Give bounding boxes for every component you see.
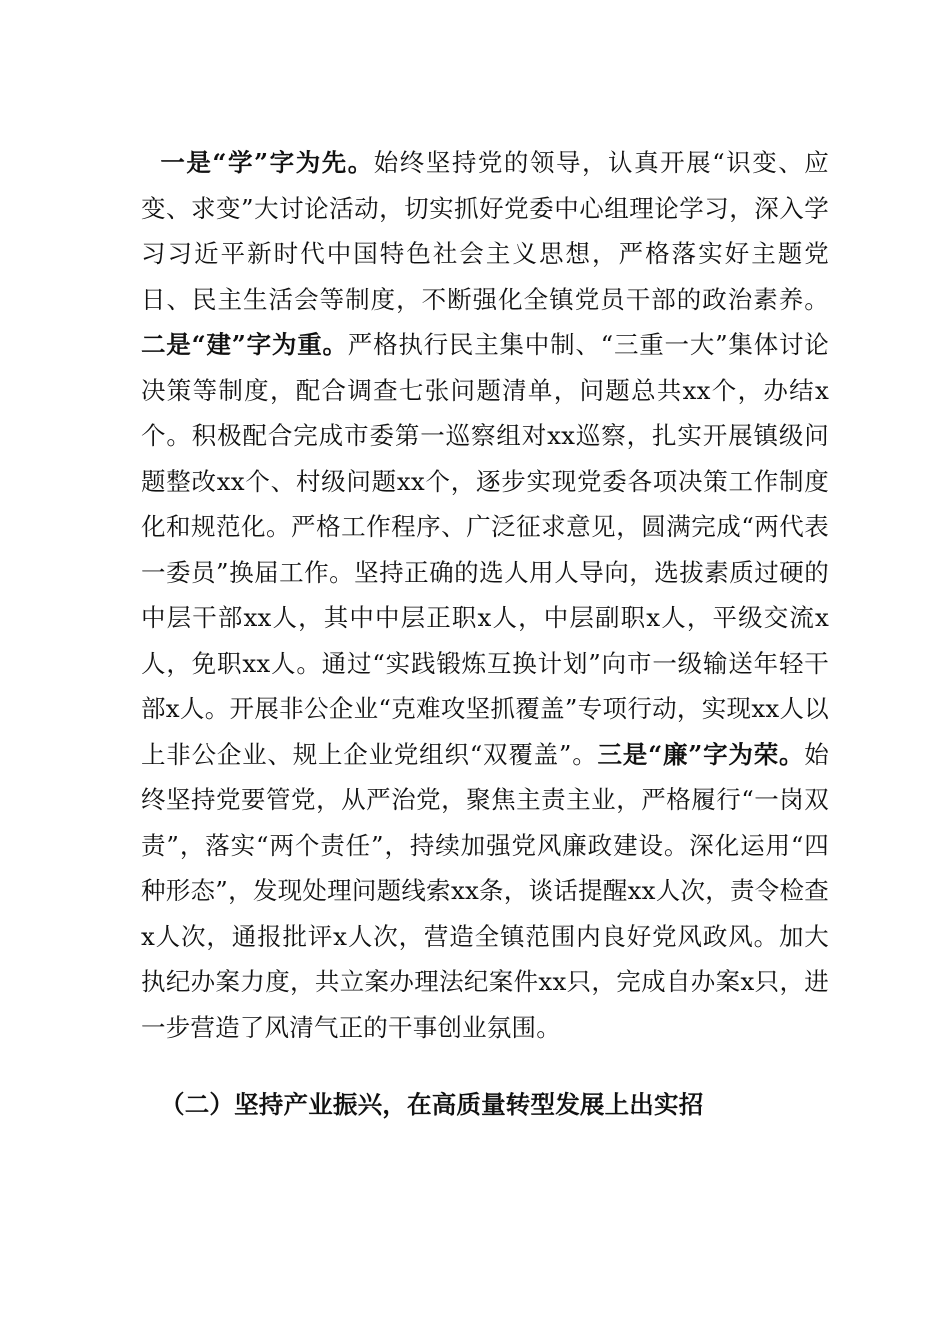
point-3-body: 始终坚持党要管党，从严治党，聚焦主责主业，严格履行“一岗双责”，落实“两个责任”，持续加强党风廉政建设。深化运用“四种形态”，发现处理问题线索xx条，谈话提醒xx人次，责令检查x人次，通报批评x人次，营造全镇范围内良好党风政风。加大执纪办案力度，共立案办理法纪案件xx只，完成自办案x只，进一步营造了风清气正的干事创业氛围。 <box>141 739 829 1042</box>
body-paragraph <box>141 140 829 1050</box>
point-2-lead: 二是“建”字为重。 <box>141 330 348 359</box>
section-heading: （二）坚持产业振兴，在高质量转型发展上出实招 <box>160 1090 704 1119</box>
point-1-body: 始终坚持党的领导，认真开展“识变、应变、求变”大讨论活动，切实抓好党委中心组理论学习，深入学习习近平新时代中国特色社会主义思想，严格落实好主题党日、民主生活会等制度，不断强化全镇党员干部的政治素养。 <box>141 148 830 314</box>
point-3-lead: 三是“廉”字为荣。 <box>597 739 805 769</box>
point-1-lead: 一是“学”字为先。 <box>159 148 374 177</box>
point-2-body: 严格执行民主集中制、“三重一大”集体讨论决策等制度，配合调查七张问题清单，问题总共xx个，办结x个。积极配合完成市委第一巡察组对xx巡察，扎实开展镇级问题整改xx个、村级问题xx个，逐步实现党委各项决策工作制度化和规范化。严格工作程序、广泛征求意见，圆满完成“两代表一委员”换届工作。坚持正确的选人用人导向，选拔素质过硬的中层干部xx人，其中中层正职x人，中层副职x人，平级交流x人，免职xx人。通过“实践锻炼互换计划”向市一级输送年轻干部x人。开展非公企业“克难攻坚抓覆盖”专项行动，实现xx人以上非公企业、规上企业党组织“双覆盖”。 <box>141 330 829 769</box>
